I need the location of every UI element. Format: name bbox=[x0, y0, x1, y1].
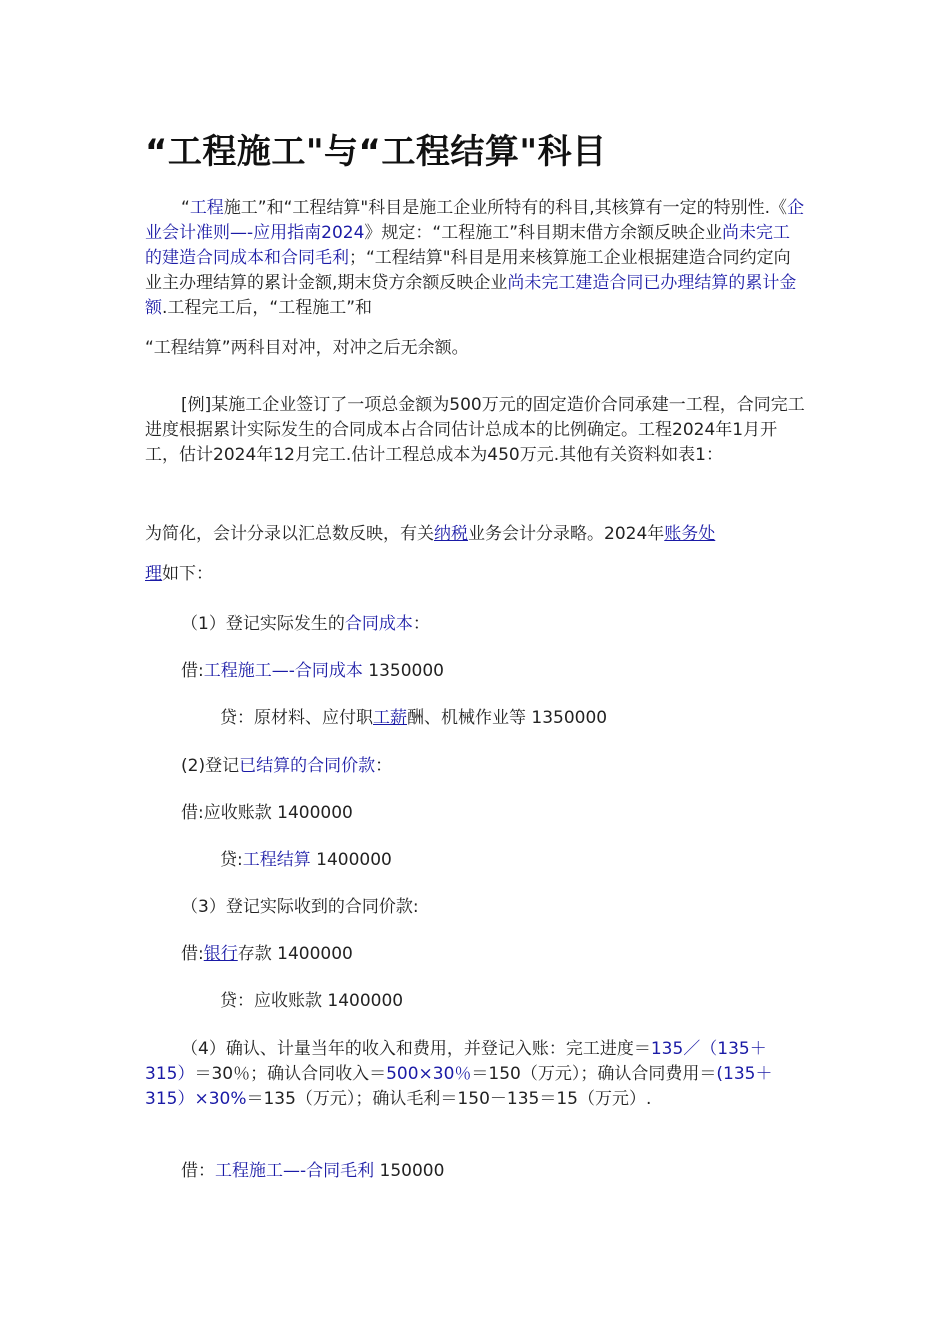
entry-2-heading: (2)登记已结算的合同价款： bbox=[181, 756, 393, 776]
entry-1-credit: 贷：原材料、应付职工薪酬、机械作业等 1350000 bbox=[220, 708, 608, 728]
intro-paragraph: “工程施工”和“工程结算"科目是施工企业所特有的科目,其核算有一定的特别性.《企业会计准则—-应用指南2024》规定：“工程施工”科目期末借方余额反映企业尚未完工的建造合同成本和合同毛利；“工程结算"科目是用来核算施工企业根据建造合同约定向业主办理结算的累计金额,期末贷方余额反映企业尚未完工建造合同已办理结算的累计金额.工程完工后，“工程施工”和 bbox=[145, 198, 805, 318]
entry-4-debit: 借：工程施工—-合同毛利 150000 bbox=[181, 1161, 445, 1181]
example-paragraph: [例]某施工企业签订了一项总金额为500万元的固定造价合同承建一工程，合同完工进度根据累计实际发生的合同成本占合同估计总成本的比例确定。工程2024年1月开工，估计2024年12月完工.估计工程总成本为450万元.其他有关资料如表1： bbox=[145, 395, 805, 465]
link-gongcheng[interactable]: 工程 bbox=[189, 198, 224, 218]
page-title: “工程施工"与“工程结算"科目 bbox=[145, 132, 607, 172]
link-salary[interactable]: 工薪 bbox=[373, 708, 407, 728]
link-accounting-standard[interactable]: 企业会计准则—-应用指南2024 bbox=[145, 198, 805, 243]
entry-2-debit: 借:应收账款 1400000 bbox=[181, 803, 353, 823]
entry-3-heading: （3）登记实际收到的合同价款: bbox=[181, 897, 419, 917]
entry-2-credit: 贷:工程结算 1400000 bbox=[220, 850, 392, 870]
link-construction-gross-profit[interactable]: 工程施工—-合同毛利 bbox=[215, 1161, 375, 1181]
entry-1-heading: （1）登记实际发生的合同成本： bbox=[181, 614, 430, 634]
link-settled-amount[interactable]: 尚未完工建造合同已办理结算的累计金额 bbox=[145, 273, 797, 318]
link-accounting-treatment[interactable]: 账务处 bbox=[664, 524, 716, 544]
link-progress-formula[interactable]: 135／（135＋315） bbox=[145, 1039, 767, 1084]
link-project-settlement[interactable]: 工程结算 bbox=[242, 850, 311, 870]
simplify-paragraph: 为简化，会计分录以汇总数反映，有关纳税业务会计分录略。2024年账务处 理如下： bbox=[145, 524, 716, 584]
link-revenue-formula[interactable]: 500×30％ bbox=[386, 1064, 472, 1084]
entry-1-debit: 借:工程施工—-合同成本 1350000 bbox=[181, 661, 444, 681]
link-settled-contract-price[interactable]: 已结算的合同价款 bbox=[239, 756, 376, 776]
entry-3-debit: 借:银行存款 1400000 bbox=[181, 944, 353, 964]
entry-4-paragraph: （4）确认、计量当年的收入和费用，并登记入账：完工进度＝135／（135＋315）＝30％；确认合同收入＝500×30％＝150（万元）；确认合同费用＝(135＋315）×30%＝135（万元）；确认毛利＝150－135＝15（万元）. bbox=[145, 1039, 773, 1109]
link-construction-contract-cost[interactable]: 工程施工—-合同成本 bbox=[203, 661, 363, 681]
intro-paragraph-end: “工程结算”两科目对冲，对冲之后无余额。 bbox=[145, 338, 469, 358]
link-accounting-treatment-cont[interactable]: 理 bbox=[145, 564, 162, 584]
link-uncompleted-contract-cost[interactable]: 尚未完工的建造合同成本和合同毛利 bbox=[145, 223, 791, 268]
link-contract-cost[interactable]: 合同成本 bbox=[344, 614, 413, 634]
link-tax[interactable]: 纳税 bbox=[434, 524, 468, 544]
link-bank[interactable]: 银行 bbox=[203, 944, 238, 964]
link-cost-formula[interactable]: (135＋315）×30% bbox=[145, 1064, 773, 1109]
entry-3-credit: 贷：应收账款 1400000 bbox=[220, 991, 404, 1011]
